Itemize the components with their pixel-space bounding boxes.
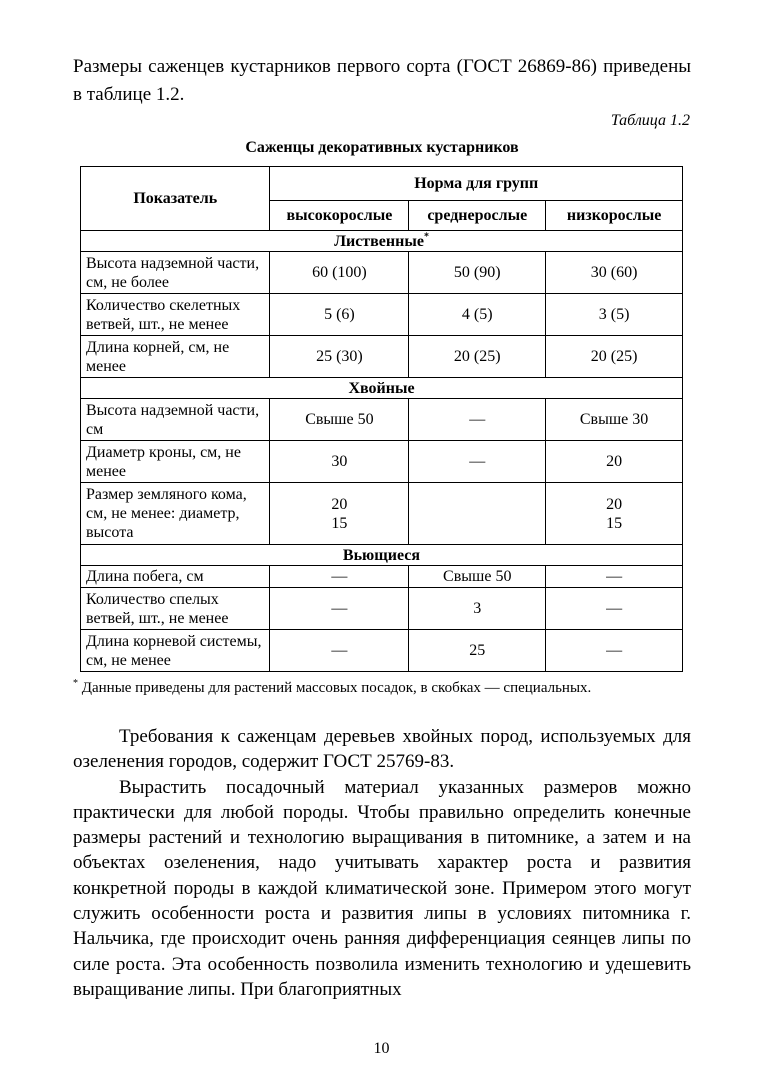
indicator-cell: Длина корней, см, не менее [81, 336, 270, 378]
value-cell: 4 (5) [409, 294, 546, 336]
value-cell: Свыше 30 [546, 399, 683, 441]
value-cell: — [546, 630, 683, 672]
table-row [81, 566, 683, 588]
footnote-mark: * [73, 678, 78, 689]
indicator-cell: Количество скелетных ветвей, шт., не менее [81, 294, 270, 336]
value-cell: Свыше 50 [409, 566, 546, 588]
indicator-cell: Высота надземной части, см [81, 399, 270, 441]
section-title [81, 545, 683, 566]
section-title-text: Вьющиеся [342, 546, 421, 564]
value-cell: — [546, 566, 683, 588]
table-row [81, 588, 683, 630]
value-cell: — [546, 588, 683, 630]
table-row [81, 399, 683, 441]
indicator-cell: Диаметр кроны, см, не менее [81, 441, 270, 483]
table-row [81, 336, 683, 378]
indicator-cell: Количество спелых ветвей, шт., не менее [81, 588, 270, 630]
value-cell: 30 [270, 441, 409, 483]
header-indicator: Показатель [81, 167, 270, 231]
value-cell: 25 [409, 630, 546, 672]
table-row [81, 483, 683, 545]
value-cell: — [409, 399, 546, 441]
indicator-cell: Длина побега, см [81, 566, 270, 588]
indicator-cell: Длина корневой системы, см, не менее [81, 630, 270, 672]
header-group-tall: высокорослые [270, 201, 409, 231]
footnote-text: Данные приведены для растений массовых посадок, в скобках — специальных. [78, 680, 592, 696]
table-footnote [73, 678, 691, 698]
header-norm: Норма для групп [270, 167, 683, 201]
value-cell: 30 (60) [546, 252, 683, 294]
table-row [81, 630, 683, 672]
value-cell: 25 (30) [270, 336, 409, 378]
saplings-table [80, 166, 683, 672]
section-header-row [81, 231, 683, 252]
value-cell: 20 (25) [409, 336, 546, 378]
indicator-cell: Высота надземной части, см, не более [81, 252, 270, 294]
value-cell: 20 (25) [546, 336, 683, 378]
header-group-low: низкорослые [546, 201, 683, 231]
section-title-text: Лиственные [334, 232, 424, 250]
value-cell: Свыше 50 [270, 399, 409, 441]
value-cell: 20 15 [546, 483, 683, 545]
section-title [81, 378, 683, 399]
value-cell: — [270, 630, 409, 672]
body-text [73, 724, 691, 1002]
value-cell: 20 [546, 441, 683, 483]
value-cell: 3 (5) [546, 294, 683, 336]
intro-paragraph: Размеры саженцев кустарников первого сорта (ГОСТ 26869-86) приведены в таблице 1.2. [73, 56, 691, 105]
value-cell: 50 (90) [409, 252, 546, 294]
value-cell: — [270, 588, 409, 630]
table-caption: Таблица 1.2 [610, 112, 690, 129]
table-row [81, 441, 683, 483]
value-cell: 20 15 [270, 483, 409, 545]
table-row [81, 294, 683, 336]
section-header-row [81, 545, 683, 566]
table-title: Саженцы декоративных кустарников [245, 139, 519, 156]
table-row [81, 252, 683, 294]
section-header-row [81, 378, 683, 399]
value-cell: — [270, 566, 409, 588]
footnote-mark: * [423, 231, 429, 243]
value-cell: 3 [409, 588, 546, 630]
body-paragraph: Требования к саженцам деревьев хвойных пород, используемых для озеленения городов, содержит ГОСТ 25769-83. [73, 726, 691, 773]
value-cell: 5 (6) [270, 294, 409, 336]
section-title-text: Хвойные [348, 379, 415, 397]
page-number: 10 [373, 1040, 390, 1057]
section-title [81, 231, 683, 252]
header-group-medium: среднерослые [409, 201, 546, 231]
body-paragraph: Вырастить посадочный материал указанных размеров можно практически для любой породы. Чтобы правильно определить конечные размеры растений и технологию выращивания в питомнике, а затем и на объектах озеленения, надо учитывать характер роста и развития конкретной породы в каждой климатической зоне. Примером этого могут служить особенности роста и развития липы в условиях питомника г. Нальчика, где происходит очень ранняя дифференциация сеянцев липы по силе роста. Эта особенность позволила изменить технологию и удешевить выращивание липы. При благоприятных [73, 776, 691, 1000]
value-cell [409, 483, 546, 545]
value-cell: 60 (100) [270, 252, 409, 294]
value-cell: — [409, 441, 546, 483]
indicator-cell: Размер земляного кома, см, не менее: диаметр, высота [81, 483, 270, 545]
